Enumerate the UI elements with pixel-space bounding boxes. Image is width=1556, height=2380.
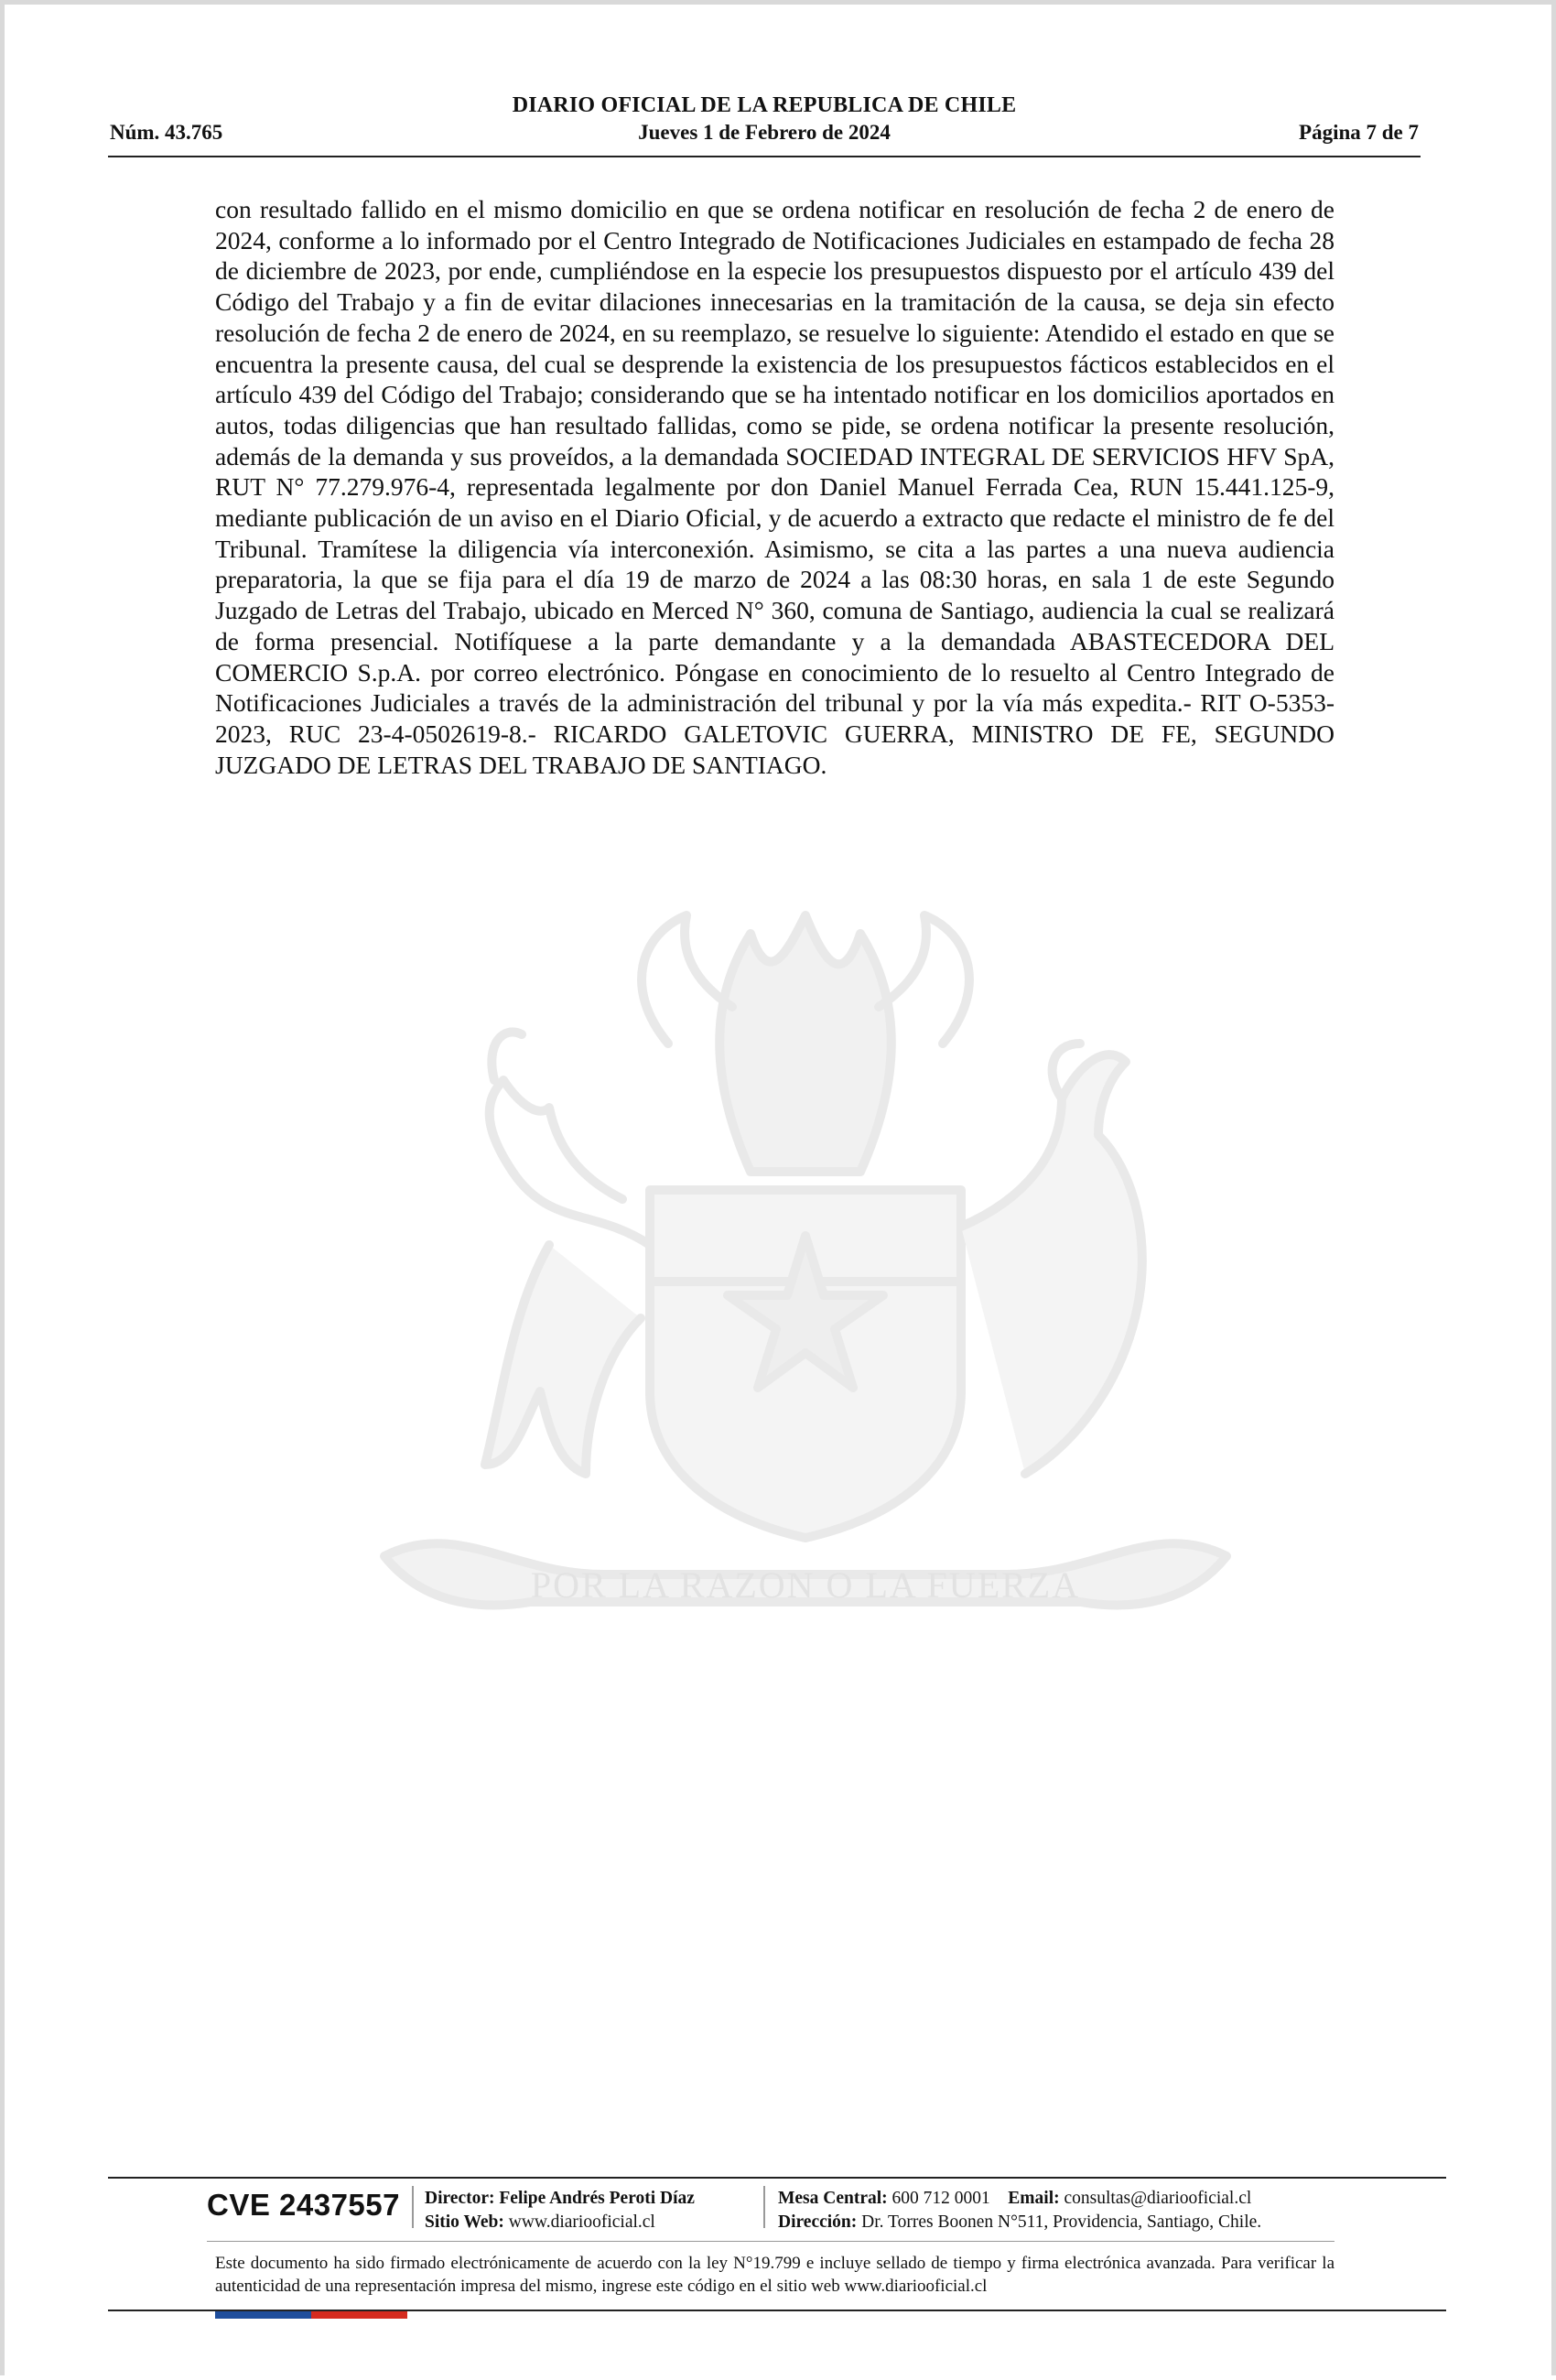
flag-blue-stripe xyxy=(215,2311,311,2319)
issue-date: Jueves 1 de Febrero de 2024 xyxy=(638,121,891,144)
website-label: Sitio Web: xyxy=(425,2212,504,2232)
mesa-phone: 600 712 0001 xyxy=(891,2189,990,2208)
flag-red-stripe xyxy=(311,2311,407,2319)
body-paragraph: con resultado fallido en el mismo domicilio en que se ordena notificar en resolución de fecha 2 de enero de 2024, conforme a lo informado por el Centro Integrado de Notificaciones Judiciales en estampado de fecha 28 de diciembre de 2023, por ende, cumpliéndose en la especie los presupuestos dispuesto por el artículo 439 del Código del Trabajo y a fin de evitar dilaciones innecesarias en la tramitación de la causa, se deja sin efecto resolución de fecha 2 de enero de 2024, en su reemplazo, se resuelve lo siguiente: Atendido el estado en que se encuentra la presente causa, del cual se desprende la existencia de los presupuestos fácticos establecidos en el artículo 439 del Código del Trabajo; considerando que se ha intentado notificar en los domicilios aportados en autos, todas diligencias que han resultado fallidas, como se pide, se ordena notificar la presente resolución, además de la demanda y sus proveídos, a la demandada SOCIEDAD INTEGRAL DE SERVICIOS HFV SpA, RUT N° 77.279.976-4, representada legalmente por don Daniel Manuel Ferrada Cea, RUN 15.441.125-9, mediante publicación de un aviso en el Diario Oficial, y de acuerdo a extracto que redacte el ministro de fe del Tribunal. Tramítese la diligencia vía interconexión. Asimismo, se cita a las partes a una nueva audiencia preparatoria, la que se fija para el día 19 de marzo de 2024 a las 08:30 horas, en sala 1 de este Segundo Juzgado de Letras del Trabajo, ubicado en Merced N° 360, comuna de Santiago, audiencia la cual se realizará de forma presencial. Notifíquese a la parte demandante y a la demandada ABASTECEDORA DEL COMERCIO S.p.A. por correo electrónico. Póngase en conocimiento de lo resuelto al Centro Integrado de Notificaciones Judiciales a través de la administración del tribunal y por la vía más expedita.- RIT O-5353-2023, RUC 23-4-0502619-8.- RICARDO GALETOVIC GUERRA, MINISTRO DE FE, SEGUNDO JUZGADO DE LETRAS DEL TRABAJO DE SANTIAGO. xyxy=(215,195,1334,779)
footer-contact-block xyxy=(778,2187,1261,2234)
newspaper-title: DIARIO OFICIAL DE LA REPUBLICA DE CHILE xyxy=(512,93,1017,117)
website-link[interactable]: www.diariooficial.cl xyxy=(508,2212,655,2232)
coat-of-arms-icon xyxy=(384,915,1226,1605)
flag-color-bar xyxy=(215,2311,407,2319)
address-value: Dr. Torres Boonen N°511, Providencia, Santiago, Chile. xyxy=(861,2212,1262,2232)
email-link[interactable]: consultas@diariooficial.cl xyxy=(1064,2189,1252,2208)
footer-divider-mid xyxy=(207,2241,1334,2242)
issue-number: Núm. 43.765 xyxy=(110,121,223,144)
footer-separator xyxy=(763,2186,765,2228)
director-label: Director: xyxy=(425,2189,495,2208)
cve-code: CVE 2437557 xyxy=(207,2188,400,2222)
director-name: Felipe Andrés Peroti Díaz xyxy=(499,2189,695,2208)
legal-notice: Este documento ha sido firmado electrónicamente de acuerdo con la ley N°19.799 e incluye sellado de tiempo y firma electrónica avanzada. Para verificar la autenticidad de una representación impresa del mismo, ingrese este código en el sitio web www.diariooficial.cl xyxy=(215,2254,1334,2296)
address-label: Dirección: xyxy=(778,2212,858,2232)
coat-of-arms-watermark xyxy=(275,879,1336,1684)
footer-separator xyxy=(412,2186,414,2228)
footer-director-block xyxy=(425,2187,695,2234)
page-header xyxy=(108,92,1421,157)
email-label: Email: xyxy=(1008,2189,1060,2208)
page-number: Página 7 de 7 xyxy=(1299,121,1419,144)
coat-of-arms-motto: POR LA RAZON O LA FUERZA xyxy=(530,1564,1081,1606)
footer-divider-top xyxy=(108,2177,1446,2179)
mesa-label: Mesa Central: xyxy=(778,2189,888,2208)
